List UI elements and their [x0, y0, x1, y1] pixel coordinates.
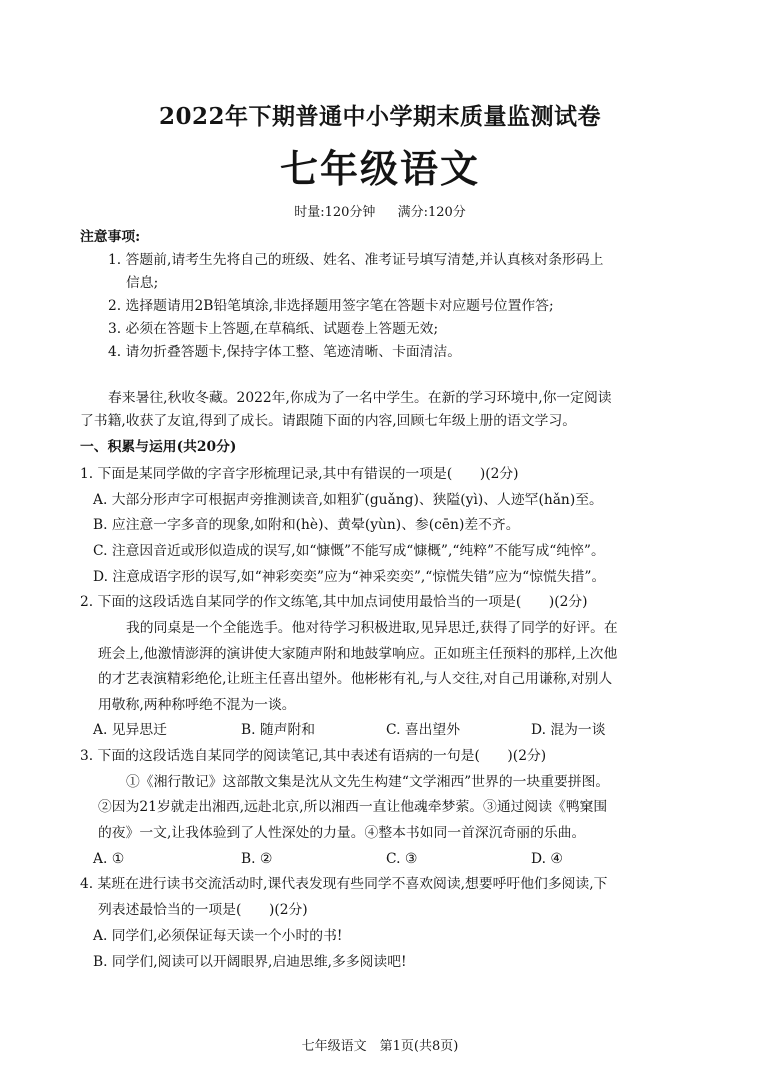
- page-footer: 七年级语文 第1页(共8页): [301, 1039, 459, 1054]
- q3-options: [0, 853, 760, 869]
- q4-option-b: B. 同学们,阅读可以开阔眼界,启迪思维,多多阅读吧!: [93, 954, 407, 970]
- notice-item-3: 3. 必须在答题卡上答题,在草稿纸、试题卷上答题无效;: [108, 321, 439, 337]
- q2-option-b: B. 随声附和: [241, 722, 316, 738]
- q3-option-d: D. ④: [531, 851, 563, 867]
- notice-item-1: 1. 答题前,请考生先将自己的班级、姓名、准考证号填写清楚,并认真核对条形码上: [108, 252, 604, 268]
- q4-option-a: A. 同学们,必须保证每天读一个小时的书!: [93, 928, 343, 944]
- intro-line-2: 了书籍,收获了友谊,得到了成长。请跟随下面的内容,回顾七年级上册的语文学习。: [80, 413, 577, 429]
- q2-option-c: C. 喜出望外: [386, 722, 461, 738]
- q3-passage-line-3: 的夜》一文,让我体验到了人性深处的力量。④整本书如同一首深沉奇丽的乐曲。: [98, 825, 586, 841]
- q1-option-d: D. 注意成语字形的误写,如“神彩奕奕”应为“神采奕奕”,“惊慌失错”应为“惊慌失措”。: [93, 569, 606, 585]
- q2-option-a: A. 见异思迁: [93, 722, 167, 738]
- q2-stem: 2. 下面的这段话选自某同学的作文练笔,其中加点词使用最恰当的一项是( )(2分): [80, 594, 588, 610]
- q1-option-b: B. 应注意一字多音的现象,如附和(hè)、黄晕(yùn)、参(cēn)差不齐。: [93, 517, 520, 533]
- notice-item-1-cont: 信息;: [126, 275, 159, 291]
- q2-option-d: D. 混为一谈: [531, 722, 606, 738]
- exam-meta: [0, 206, 760, 219]
- q3-option-c: C. ③: [386, 851, 418, 867]
- notice-heading: 注意事项:: [80, 229, 141, 245]
- q2-passage-line-3: 的才艺表演精彩绝伦,让班主任喜出望外。他彬彬有礼,与人交往,对自己用谦称,对别人: [98, 671, 613, 687]
- q2-passage-line-2: 班会上,他激情澎湃的演讲使大家随声附和地鼓掌响应。正如班主任预料的那样,上次他: [98, 646, 618, 662]
- full-score: 满分:120分: [397, 205, 466, 220]
- q3-stem: 3. 下面的这段话选自某同学的阅读笔记,其中表述有语病的一句是( )(2分): [80, 748, 547, 764]
- q1-option-a: A. 大部分形声字可根据声旁推测读音,如粗犷(guǎng)、狭隘(yì)、人迹罕(hǎn)至。: [93, 492, 603, 508]
- q4-stem-line-1: 4. 某班在进行读书交流活动时,课代表发现有些同学不喜欢阅读,想要呼吁他们多阅读,下: [80, 876, 608, 892]
- q2-passage-line-1: 我的同桌是一个全能选手。他对待学习积极进取,见异思迁,获得了同学的好评。在: [126, 620, 618, 636]
- q4-stem-line-2: 列表述最恰当的一项是( )(2分): [98, 902, 308, 918]
- q2-options: [0, 724, 760, 740]
- exam-title: 2022年下期普通中小学期末质量监测试卷: [158, 103, 601, 130]
- q3-option-b: B. ②: [241, 851, 273, 867]
- intro-line-1: 春来暑往,秋收冬藏。2022年,你成为了一名中学生。在新的学习环境中,你一定阅读: [108, 390, 612, 406]
- q1-stem: 1. 下面是某同学做的字音字形梳理记录,其中有错误的一项是( )(2分): [80, 466, 519, 482]
- q2-passage-line-4: 用敬称,两种称呼绝不混为一谈。: [98, 697, 296, 713]
- q1-option-c: C. 注意因音近或形似造成的误写,如“慷慨”不能写成“慷概”,“纯粹”不能写成“纯悴”。: [93, 543, 605, 559]
- q3-passage-line-2: ②因为21岁就走出湘西,远赴北京,所以湘西一直让他魂牵梦萦。③通过阅读《鸭窠围: [98, 799, 608, 815]
- notice-item-2: 2. 选择题请用2B铅笔填涂,非选择题用签字笔在答题卡对应题号位置作答;: [108, 298, 554, 314]
- q3-passage-line-1: ①《湘行散记》这部散文集是沈从文先生构建“文学湘西”世界的一块重要拼图。: [126, 774, 610, 790]
- notice-item-4: 4. 请勿折叠答题卡,保持字体工整、笔迹清晰、卡面清洁。: [108, 344, 462, 360]
- section-heading: 一、积累与运用(共20分): [80, 439, 237, 455]
- time-limit: 时量:120分钟: [294, 205, 376, 220]
- q3-option-a: A. ①: [93, 851, 125, 867]
- subject-title: 七年级语文: [279, 146, 480, 191]
